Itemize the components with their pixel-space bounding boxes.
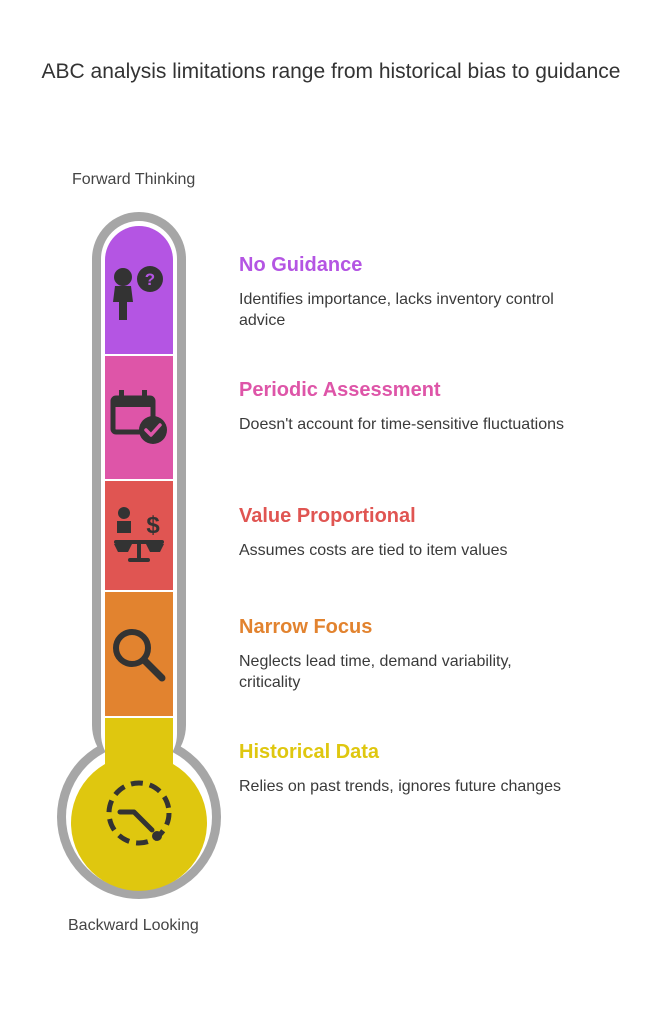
item-description: Identifies importance, lacks inventory control advice	[239, 291, 554, 329]
page-title: ABC analysis limitations range from historical bias to guidance	[41, 60, 621, 83]
item-description: Assumes costs are tied to item values	[239, 542, 508, 559]
item-no-guidance	[239, 252, 569, 331]
item-description: Relies on past trends, ignores future changes	[239, 778, 561, 795]
item-historical-data	[239, 739, 569, 797]
item-title: Value Proportional	[239, 505, 416, 527]
scale-top-label: Forward Thinking	[72, 171, 196, 188]
item-title: Periodic Assessment	[239, 379, 441, 401]
item-periodic-assessment	[239, 377, 569, 435]
item-title: Narrow Focus	[239, 616, 373, 638]
item-narrow-focus	[239, 614, 569, 693]
item-description: Doesn't account for time-sensitive fluctuations	[239, 416, 564, 433]
svg-text:?: ?	[144, 270, 156, 289]
segment-value-proportional	[105, 481, 173, 590]
item-title: No Guidance	[239, 254, 363, 276]
segment-historical-data	[71, 718, 207, 891]
item-value-proportional	[239, 503, 569, 561]
item-title: Historical Data	[239, 741, 380, 763]
item-description: Neglects lead time, demand variability, criticality	[239, 653, 512, 691]
svg-text:$: $	[146, 512, 160, 539]
scale-bottom-label: Backward Looking	[68, 917, 199, 934]
